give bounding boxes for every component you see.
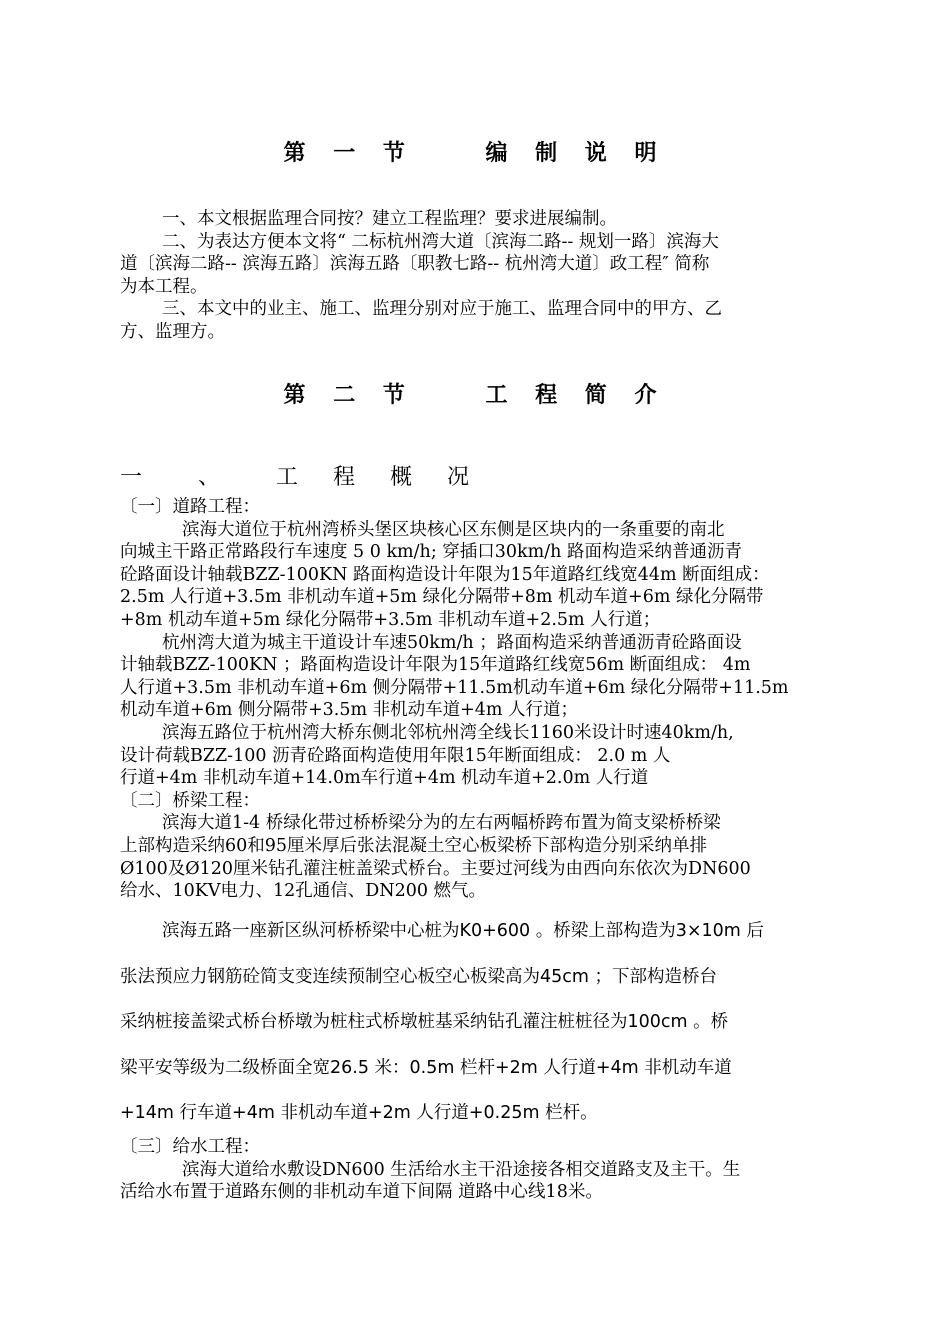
bridge-section-2 <box>120 920 832 1148</box>
body-line: 滨海五路一座新区纵河桥桥梁中心桩为K0+600 。桥梁上部构造为3×10m 后 <box>162 921 764 941</box>
body-line: +8m 机动车道+5m 绿化分隔带+3.5m 非机动车道+2.5m 人行道； <box>120 609 661 630</box>
body-line: 计轴载BZZ-100KN ；路面构造设计年限为15年道路红线宽56m 断面组成： 4m <box>120 655 751 676</box>
body-line: 滨海大道位于杭州湾桥头堡区块核心区东侧是区块内的一条重要的南北 <box>182 519 725 540</box>
water-section <box>120 1136 832 1204</box>
body-line: 设计荷载BZZ-100 沥青砼路面构造使用年限15年断面组成： 2.0 m 人 <box>120 745 671 766</box>
road-section <box>120 496 832 903</box>
body-line: 方、监理方。 <box>120 321 225 342</box>
body-line: 滨海大道给水敷设DN600 生活给水主干沿途接各相交道路支及主干。生 <box>182 1159 741 1180</box>
body-line: 砼路面设计轴载BZZ-100KN 路面构造设计年限为15年道路红线宽44m 断面组成： <box>120 564 770 585</box>
body-line: 滨海大道1-4 桥绿化带过桥桥梁分为的左右两幅桥跨布置为简支梁桥桥梁 <box>162 813 721 834</box>
body-line: Ø100及Ø120厘米钻孔灌注桩盖梁式桥台。主要过河线为由西向东依次为DN600 <box>120 858 751 879</box>
body-line: 为本工程。 <box>120 276 208 297</box>
body-line: 2.5m 人行道+3.5m 非机动车道+5m 绿化分隔带+8m 机动车道+6m 绿化分隔带 <box>120 587 764 608</box>
body-line: 张法预应力钢筋砼简支变连续预制空心板空心板梁高为45cm ；下部构造桥台 <box>120 966 717 987</box>
body-line: 三、本文中的业主、施工、监理分别对应于施工、监理合同中的甲方、乙 <box>162 299 722 320</box>
overview-heading: 一 、 工 程 概 况 <box>120 465 483 490</box>
body-line: 活给水布置于道路东侧的非机动车道下间隔 道路中心线18米。 <box>120 1182 603 1203</box>
body-line: 人行道+3.5m 非机动车道+6m 侧分隔带+11.5m机动车道+6m 绿化分隔带+11.5m <box>120 677 789 698</box>
section-1-body <box>120 208 832 344</box>
body-line: 杭州湾大道为城主干道设计车速50km/h ；路面构造采纳普通沥青砼路面设 <box>162 632 742 653</box>
body-line: 滨海五路位于杭州湾大桥东侧北邻杭州湾全线长1160米设计时速40km/h, <box>162 722 734 743</box>
body-line: 二、为表达方便本文将“ 二标杭州湾大道〔滨海二路-- 规划一路〕滨海大 <box>162 231 719 252</box>
body-line: 向城主干路正常路段行车速度 5 0 km/h; 穿插口30km/h 路面构造采纳普通沥青 <box>120 542 742 563</box>
body-line: 一、本文根据监理合同按？建立工程监理？要求进展编制。 <box>162 209 617 229</box>
body-line: 梁平安等级为二级桥面全宽26.5 米：0.5m 栏杆+2m 人行道+4m 非机动车道 <box>120 1057 732 1078</box>
body-line: 道〔滨海二路-- 滨海五路〕滨海五路〔职教七路-- 杭州湾大道〕政工程″ 简称 <box>120 254 710 275</box>
body-line: 采纳桩接盖梁式桥台桥墩为桩柱式桥墩桩基采纳钻孔灌注桩桩径为100cm 。桥 <box>120 1012 729 1032</box>
road-heading: 〔一〕道路工程： <box>120 497 260 517</box>
body-line: 给水、10KV电力、12孔通信、DN200 燃气。 <box>120 881 487 902</box>
body-line: 机动车道+6m 侧分隔带+3.5m 非机动车道+4m 人行道； <box>120 700 579 721</box>
section-2-title: 第 二 节 工 程 简 介 <box>283 383 667 408</box>
body-line: +14m 行车道+4m 非机动车道+2m 人行道+0.25m 栏杆。 <box>120 1103 598 1123</box>
bridge-heading: 〔二〕桥梁工程： <box>120 790 260 811</box>
body-line: 上部构造采纳60和95厘米厚后张法混凝土空心板梁桥下部构造分别采纳单排 <box>120 835 708 856</box>
section-1-title: 第 一 节 编 制 说 明 <box>283 141 667 166</box>
body-line: 行道+4m 非机动车道+14.0m车行道+4m 机动车道+2.0m 人行道 <box>120 768 649 789</box>
water-heading: 〔三〕给水工程： <box>120 1137 260 1157</box>
